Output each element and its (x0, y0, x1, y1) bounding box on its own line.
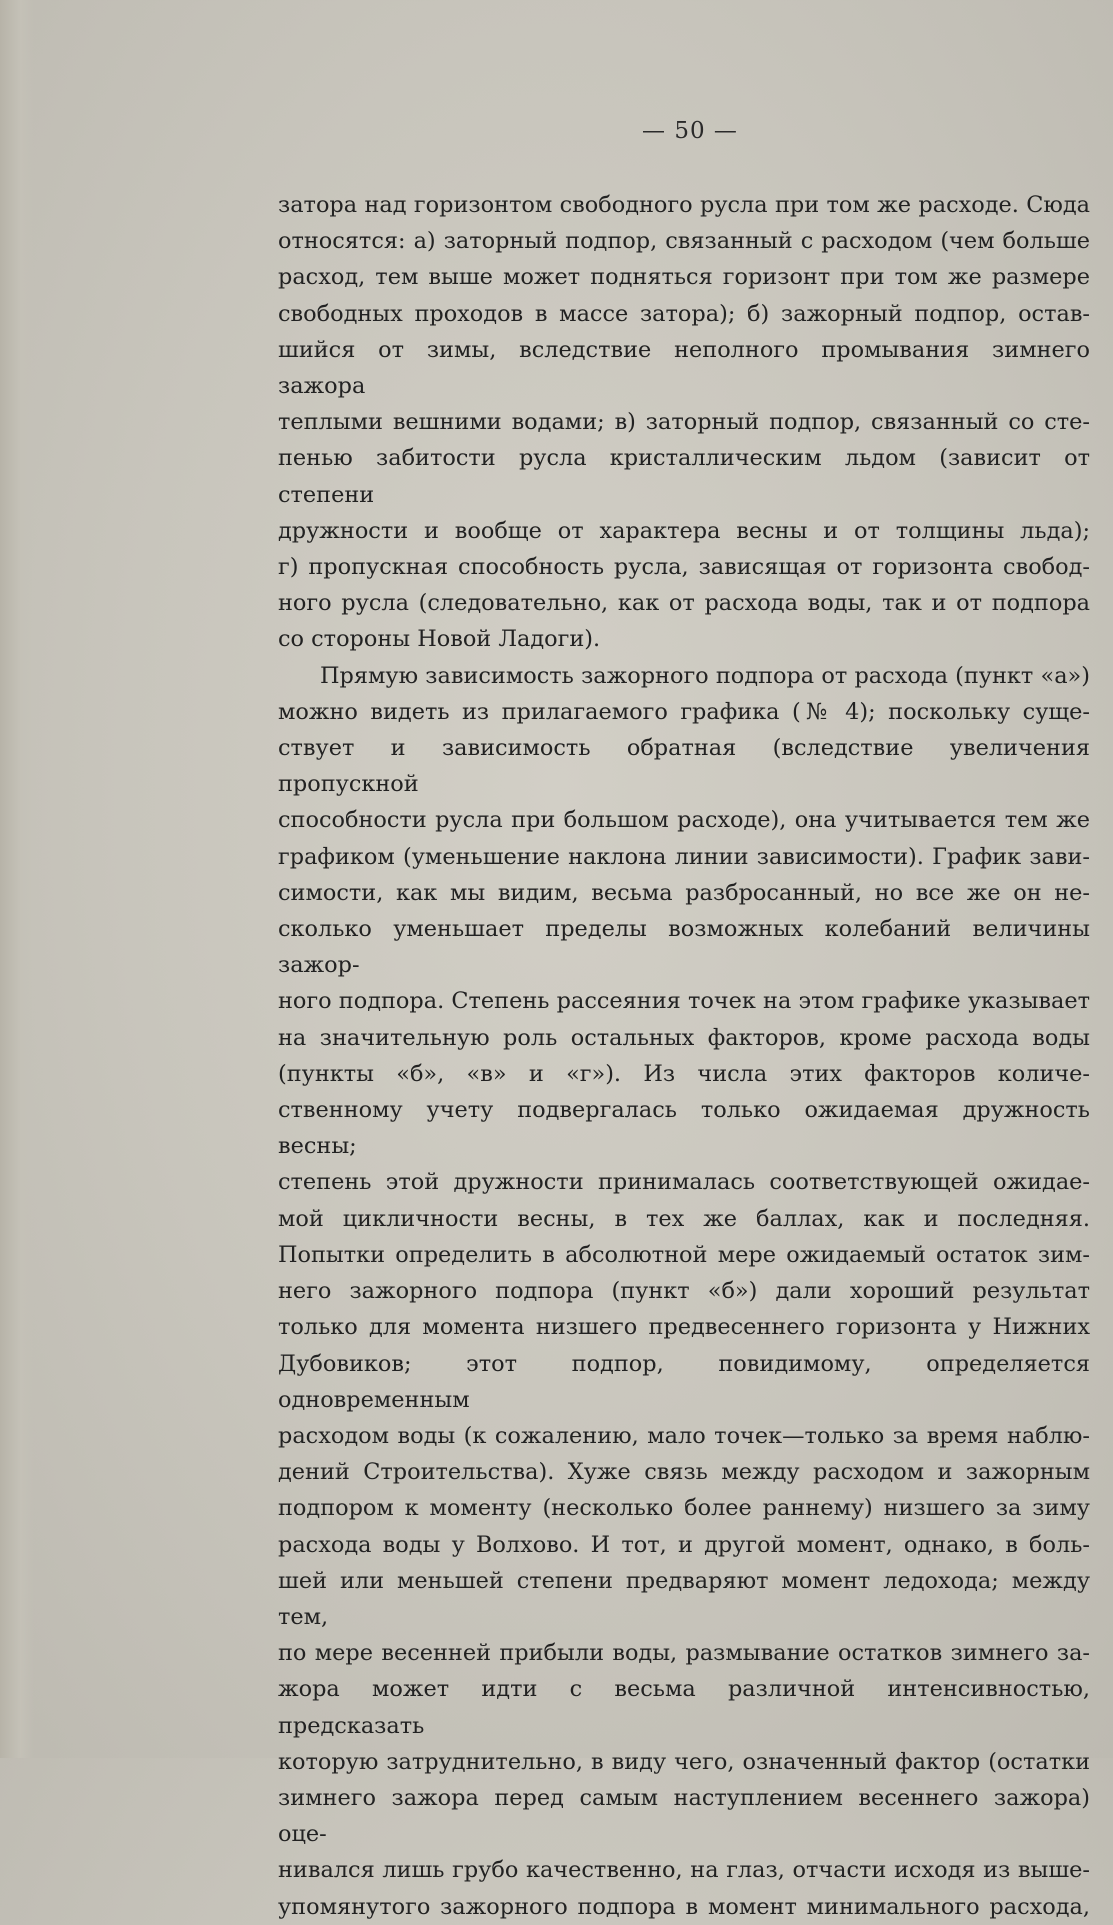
text-line: со стороны Новой Ладоги). (278, 626, 601, 653)
text-line: которую затруднительно, в виду чего, означенный фактор (остатки (278, 1748, 1090, 1775)
text-line: зимнего зажора перед самым наступлением весеннего зажора) оце- (278, 1784, 1090, 1848)
paragraph-2 (278, 658, 1090, 1925)
text-line: только для момента низшего предвесеннего горизонта у Нижних (278, 1314, 1090, 1341)
text-line: теплыми вешними водами; в) заторный подпор, связанный со сте- (278, 409, 1090, 436)
text-line-first (278, 658, 1090, 694)
text-line: степень этой дружности принималась соответствующей ожидае- (278, 1169, 1090, 1196)
text-line: свободных проходов в массе затора); б) зажорный подпор, остав- (278, 300, 1090, 327)
text-line: относятся: а) заторный подпор, связанный с расходом (чем больше (278, 228, 1090, 255)
text-line: г) пропускная способность русла, зависящая от горизонта свобод- (278, 554, 1090, 581)
text-line: дружности и вообще от характера весны и от толщины льда); (278, 517, 1090, 544)
text-line: можно видеть из прилагаемого графика (№ 4); поскольку суще- (278, 698, 1090, 725)
text-line: расхода воды у Волхово. И тот, и другой момент, однако, в боль- (278, 1531, 1090, 1558)
text-line: расход, тем выше может подняться горизонт при том же размере (278, 264, 1090, 291)
page-edge-shadow (0, 0, 34, 1758)
text-line: пенью забитости русла кристаллическим льдом (зависит от степени (278, 445, 1090, 508)
text-line: ного русла (следовательно, как от расхода воды, так и от подпора (278, 590, 1090, 617)
text-line: симости, как мы видим, весьма разбросанный, но все же он не- (278, 879, 1090, 906)
body-text (278, 187, 1090, 1925)
paragraph-1 (278, 187, 1090, 658)
text-line: на значительную роль остальных факторов, кроме расхода воды (278, 1024, 1090, 1051)
text-line: него зажорного подпора (пункт «б») дали хороший результат (278, 1278, 1090, 1305)
text-line-content: Прямую зависимость зажорного подпора от расхода (пункт «а») (320, 662, 1090, 689)
text-line: Дубовиков; этот подпор, повидимому, определяется одновременным (278, 1350, 1090, 1413)
text-line: шей или меньшей степени предваряют момент ледохода; между тем, (278, 1567, 1090, 1630)
text-line: упомянутого зажорного подпора в момент минимального расхода, (278, 1893, 1090, 1920)
text-line: расходом воды (к сожалению, мало точек—только за время наблю- (278, 1422, 1090, 1449)
text-line: ного подпора. Степень рассеяния точек на этом графике указывает (278, 988, 1090, 1015)
text-line: дений Строительства). Хуже связь между расходом и зажорным (278, 1459, 1090, 1486)
text-line: ствует и зависимость обратная (вследствие увеличения пропускной (278, 735, 1090, 798)
text-line: нивался лишь грубо качественно, на глаз, отчасти исходя из выше- (278, 1857, 1090, 1884)
text-line: сколько уменьшает пределы возможных колебаний величины зажор- (278, 916, 1090, 979)
text-line: мой цикличности весны, в тех же баллах, как и последняя. (278, 1205, 1090, 1232)
text-line: способности русла при большом расходе), она учитывается тем же (278, 807, 1090, 834)
text-line: шийся от зимы, вследствие неполного промывания зимнего зажора (278, 336, 1090, 400)
page-number: — 50 — (642, 118, 738, 144)
text-line: затора над горизонтом свободного русла при том же расходе. Сюда (278, 192, 1090, 218)
text-line: ственному учету подвергалась только ожидаемая дружность весны; (278, 1097, 1090, 1160)
text-line: (пункты «б», «в» и «г»). Из числа этих факторов количе- (278, 1060, 1090, 1087)
text-line: жора может идти с весьма различной интенсивностью, предсказать (278, 1676, 1090, 1739)
text-line: графиком (уменьшение наклона линии зависимости). График зави- (278, 843, 1090, 870)
text-line: Попытки определить в абсолютной мере ожидаемый остаток зим- (278, 1241, 1090, 1268)
text-line: подпором к моменту (несколько более раннему) низшего за зиму (278, 1495, 1090, 1522)
text-line: по мере весенней прибыли воды, размывание остатков зимнего за- (278, 1640, 1090, 1667)
